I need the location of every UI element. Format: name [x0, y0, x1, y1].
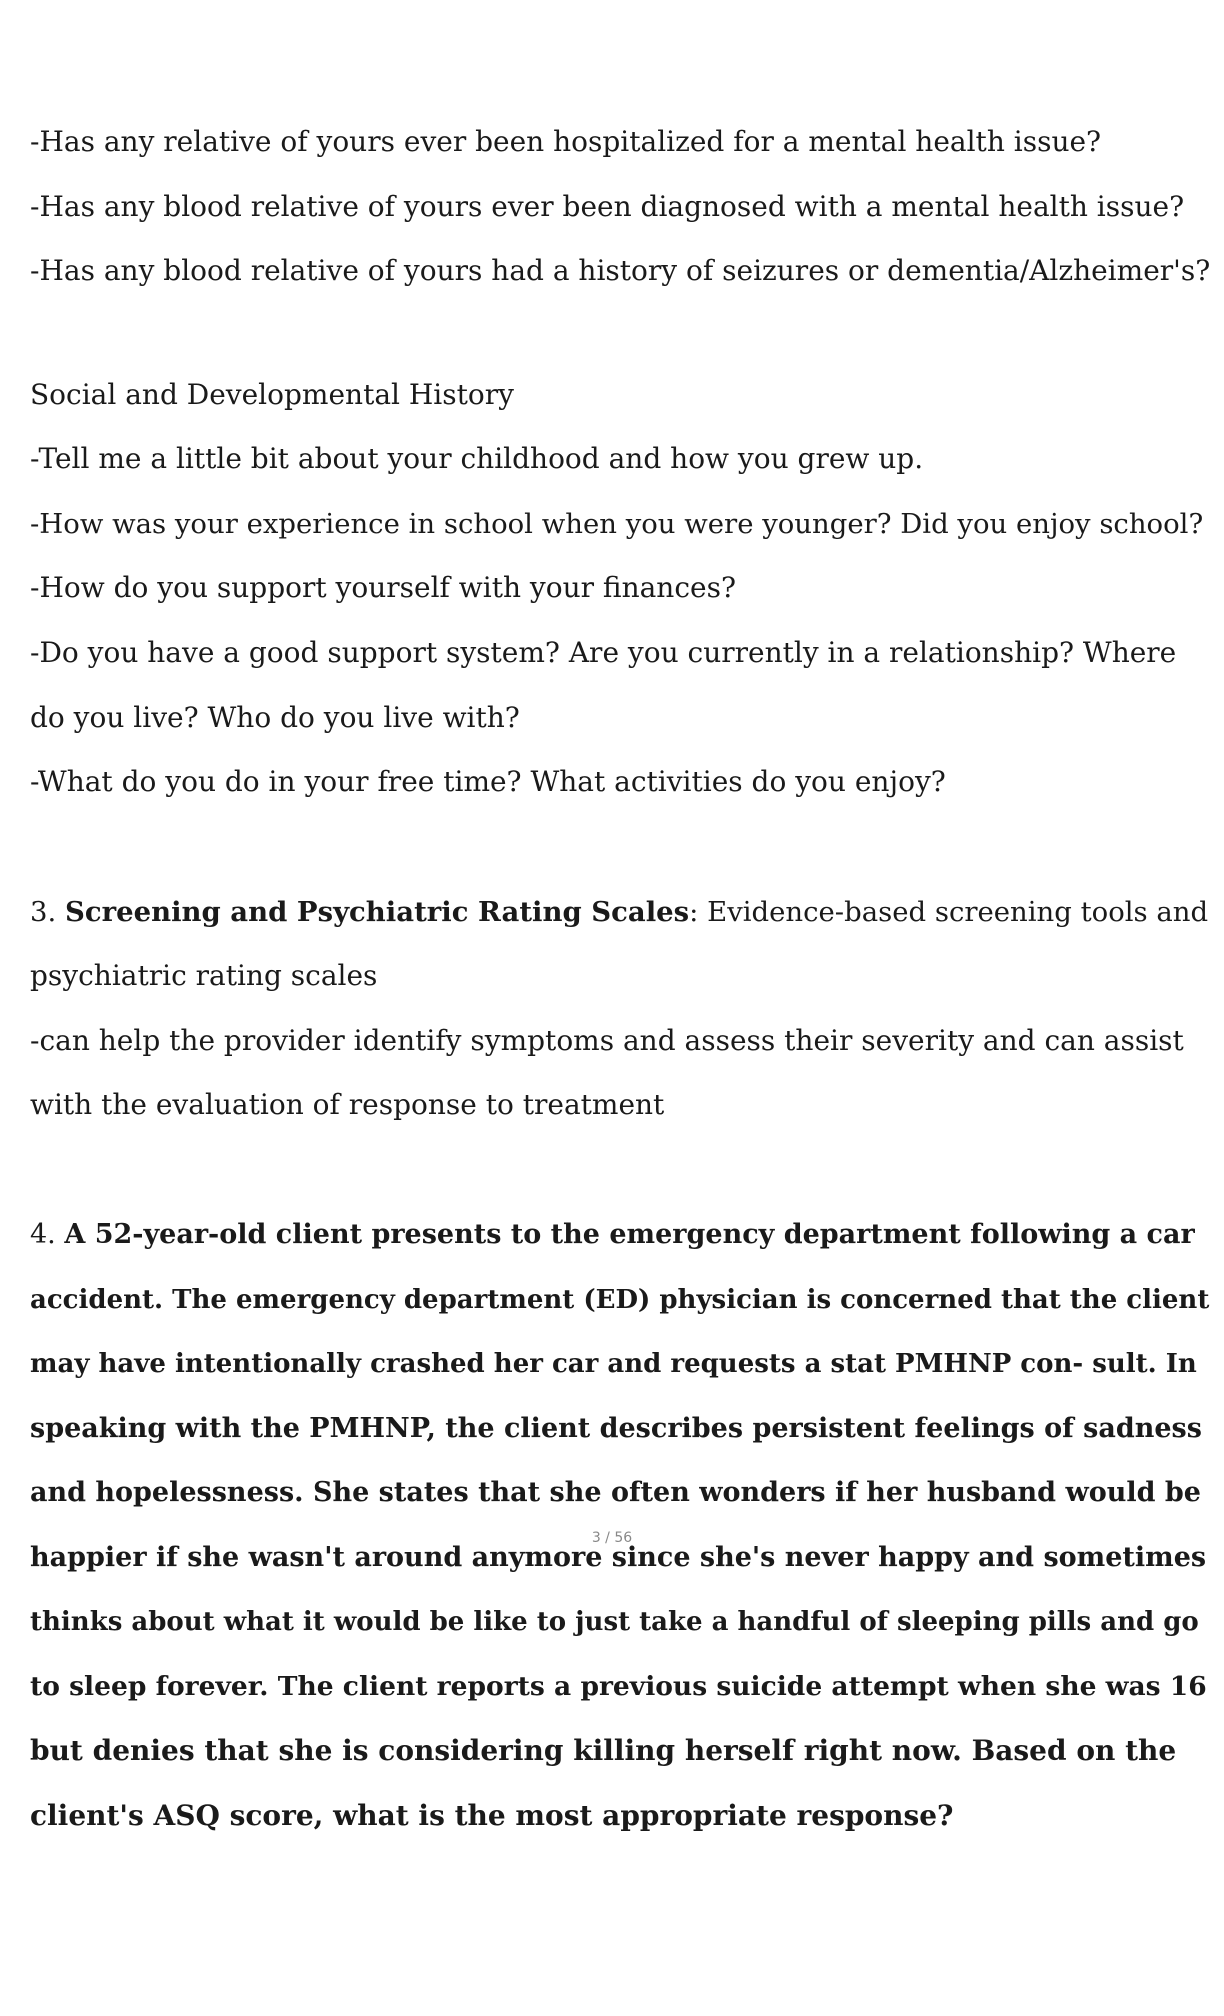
section-intro: Evidence-based screening tools and: [698, 896, 1209, 928]
family-history-line: -Has any blood relative of yours ever been diagnosed with a mental health issue?: [30, 190, 1185, 223]
social-history-line: -How do you support yourself with your finances?: [30, 571, 736, 604]
social-history-line: -What do you do in your free time? What activities do you enjoy?: [30, 765, 946, 798]
family-history-line: -Has any relative of yours ever been hospitalized for a mental health issue?: [30, 125, 1102, 158]
question-line: client's ASQ score, what is the most appropriate response?: [30, 1799, 954, 1832]
social-history-line: -Tell me a little bit about your childhood and how you grew up.: [30, 442, 924, 475]
screening-title-line: [30, 894, 1210, 930]
screening-line: -can help the provider identify symptoms and assess their severity and can assist: [30, 1024, 1184, 1057]
question-number: 4.: [30, 1219, 65, 1250]
family-history-line: -Has any blood relative of yours had a history of seizures or dementia/Alzheimer's?: [30, 254, 1211, 287]
screening-line: psychiatric rating scales: [30, 959, 378, 992]
section-number: 3.: [30, 896, 65, 928]
question-line: [30, 1217, 1210, 1253]
section-heading: Social and Developmental History: [30, 378, 514, 411]
page-number: 3 / 56: [591, 1530, 633, 1546]
social-history-line: -How was your experience in school when you were younger? Did you enjoy school?: [30, 508, 1204, 540]
question-text: A 52-year-old client presents to the emergency department following a car: [64, 1219, 1195, 1250]
section-title: Screening and Psychiatric Rating Scales: [64, 896, 690, 928]
question-line: but denies that she is considering killing herself right now. Based on the: [30, 1734, 1177, 1767]
question-line: and hopelessness. She states that she often wonders if her husband would be: [30, 1477, 1201, 1508]
title-colon: :: [689, 896, 699, 928]
question-line: accident. The emergency department (ED) physician is concerned that the client: [30, 1285, 1210, 1315]
social-history-line: do you live? Who do you live with?: [30, 701, 520, 734]
question-line: to sleep forever. The client reports a previous suicide attempt when she was 16: [30, 1671, 1207, 1702]
question-line: may have intentionally crashed her car and requests a stat PMHNP con- sult. In: [30, 1349, 1197, 1379]
question-line: speaking with the PMHNP, the client describes persistent feelings of sadness: [30, 1413, 1202, 1444]
question-line: happier if she wasn't around anymore since she's never happy and sometimes: [30, 1542, 1207, 1573]
question-line: thinks about what it would be like to just take a handful of sleeping pills and go: [30, 1607, 1199, 1637]
screening-line: with the evaluation of response to treatment: [30, 1088, 665, 1121]
social-history-line: -Do you have a good support system? Are you currently in a relationship? Where: [30, 636, 1177, 669]
